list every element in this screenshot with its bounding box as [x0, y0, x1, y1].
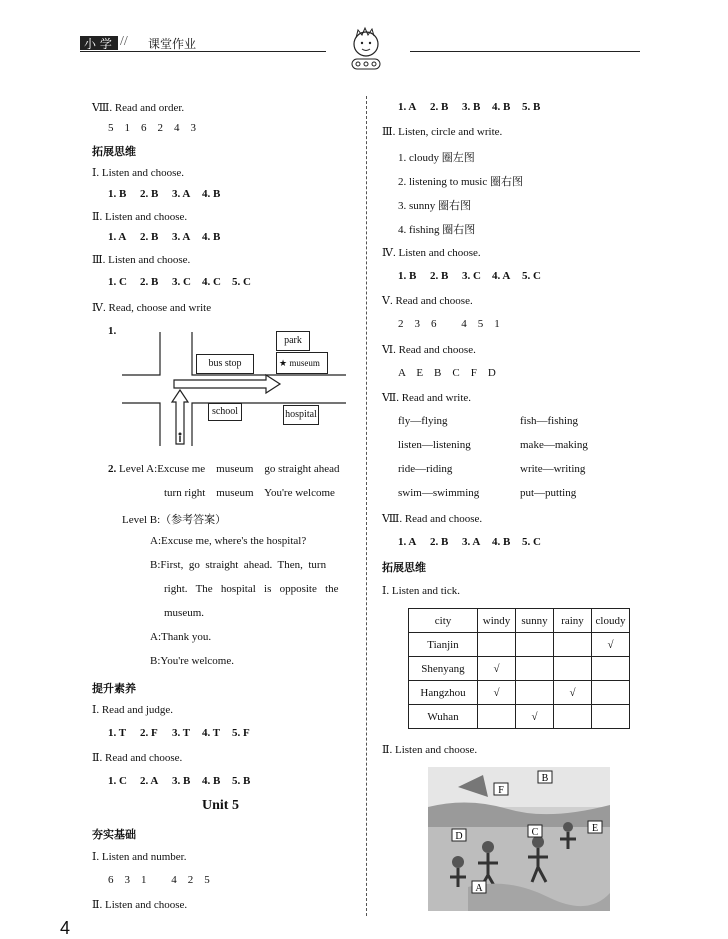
right-text: 2. listening to music 圈右图: [398, 176, 523, 188]
word-pair: ride—riding: [398, 463, 453, 475]
section-heading: 拓展思维: [92, 145, 136, 158]
answer-item: 5. F: [232, 727, 250, 739]
column-divider: [366, 96, 367, 916]
header-title: 课堂作业: [148, 37, 197, 51]
question-number: 1.: [108, 325, 117, 337]
right-text: A E B C F D: [398, 367, 496, 379]
unit-title: Unit 5: [202, 798, 239, 813]
pic-label-f: F: [498, 785, 504, 796]
answer-item: 2. B: [430, 536, 449, 548]
table-row: [409, 705, 630, 729]
table-cell: √: [478, 657, 516, 681]
table-cell: √: [554, 681, 592, 705]
table-cell: [592, 657, 630, 681]
table-cell: √: [516, 705, 554, 729]
map-museum: museum: [289, 358, 320, 368]
left-text: Ⅰ. Read and judge.: [92, 704, 174, 716]
right-text: Ⅵ. Read and choose.: [382, 344, 476, 356]
answer-item: 3. T: [172, 727, 191, 739]
question-number: 2.: [108, 463, 117, 475]
answer-item: 1. A: [108, 231, 127, 243]
section-heading: 拓展思维: [382, 561, 426, 574]
header-left-label: 小 学: [84, 37, 112, 51]
table-cell: [554, 633, 592, 657]
mascot-icon: [346, 26, 386, 72]
dialogue-line: A:Thank you.: [150, 631, 212, 643]
right-text: Ⅰ. Listen and tick.: [382, 585, 460, 597]
left-text: 5 1 6 2 4 3: [108, 122, 196, 134]
table-header: rainy: [554, 609, 592, 633]
answer-item: 3. A: [462, 536, 481, 548]
table-cell: [516, 633, 554, 657]
header-slash-icon: //: [120, 34, 128, 49]
answer-item: 1. A: [398, 101, 417, 113]
left-text: Ⅲ. Listen and choose.: [92, 254, 191, 266]
section-heading: 提升素养: [92, 682, 136, 695]
answer-item: 4. A: [492, 270, 511, 282]
table-row: [409, 681, 630, 705]
table-cell: [554, 657, 592, 681]
left-text: Ⅱ. Listen and choose.: [92, 899, 188, 911]
map-hospital: hospital: [283, 405, 319, 425]
answer-item: 1. B: [398, 270, 417, 282]
answer-item: 4. B: [202, 775, 221, 787]
map-park: park: [276, 331, 310, 351]
level-a-line: [108, 463, 340, 475]
header-rule-left: [80, 51, 326, 52]
answer-item: 3. A: [172, 188, 191, 200]
map-museum-box: [276, 352, 328, 374]
answer-item: 3. B: [462, 101, 481, 113]
answer-item: 5. C: [522, 270, 541, 282]
left-text: Ⅷ. Read and order.: [92, 102, 185, 114]
answer-item: 3. C: [462, 270, 481, 282]
answer-item: 2. B: [430, 101, 449, 113]
table-cell: [554, 705, 592, 729]
left-text: Ⅳ. Read, choose and write: [92, 302, 212, 314]
table-cell: Hangzhou: [409, 681, 478, 705]
weather-table: [408, 608, 630, 729]
word-pair: write—writing: [520, 463, 586, 475]
table-row: [409, 633, 630, 657]
arrow-right-icon: [174, 375, 280, 393]
answer-item: 1. B: [108, 188, 127, 200]
answer-item: 4. B: [492, 536, 511, 548]
answer-item: 1. C: [108, 775, 127, 787]
map-school: school: [208, 403, 242, 421]
answer-item: 2. B: [430, 270, 449, 282]
table-cell: Tianjin: [409, 633, 478, 657]
beach-picture: [428, 767, 610, 911]
table-cell: [592, 705, 630, 729]
pic-label-d: D: [455, 831, 463, 842]
level-a-answer: turn right museum You're welcome: [164, 487, 335, 499]
table-header: sunny: [516, 609, 554, 633]
left-text: Ⅱ. Read and choose.: [92, 752, 183, 764]
pic-label-a: A: [475, 883, 483, 894]
answer-item: 2. B: [140, 231, 159, 243]
table-header-row: [409, 609, 630, 633]
map-bus-stop: bus stop: [196, 354, 254, 374]
answer-item: 1. C: [108, 276, 127, 288]
page-number: 4: [60, 918, 71, 938]
answer-item: 1. A: [398, 536, 417, 548]
table-cell: [478, 705, 516, 729]
word-pair: swim—swimming: [398, 487, 480, 499]
answer-item: 5. B: [522, 101, 541, 113]
word-pair: put—putting: [520, 487, 577, 499]
answer-item: 4. C: [202, 276, 221, 288]
star-icon: ★: [279, 358, 288, 368]
left-text: Ⅰ. Listen and choose.: [92, 167, 185, 179]
right-text: 1. cloudy 圈左图: [398, 152, 475, 164]
answer-item: 4. T: [202, 727, 221, 739]
answer-item: 2. F: [140, 727, 158, 739]
left-text: Ⅱ. Listen and choose.: [92, 211, 188, 223]
route-arrows: [170, 372, 282, 448]
dialogue-line: B:You're welcome.: [150, 655, 234, 667]
level-a-label: Level A:: [119, 463, 158, 475]
section-heading: 夯实基础: [92, 828, 136, 841]
dialogue-line: A:Excuse me, where's the hospital?: [150, 535, 307, 547]
answer-item: 5. C: [522, 536, 541, 548]
table-cell: Shenyang: [409, 657, 478, 681]
answer-item: 1. T: [108, 727, 127, 739]
word-pair: fly—flying: [398, 415, 448, 427]
table-header: windy: [478, 609, 516, 633]
right-text: Ⅶ. Read and write.: [382, 392, 472, 404]
table-cell: Wuhan: [409, 705, 478, 729]
answer-item: 4. B: [492, 101, 511, 113]
right-text: Ⅷ. Read and choose.: [382, 513, 483, 525]
answer-item: 5. C: [232, 276, 251, 288]
answer-item: 2. A: [140, 775, 159, 787]
left-text: 6 3 1 4 2 5: [108, 874, 210, 886]
answer-item: 4. B: [202, 188, 221, 200]
table-header: city: [409, 609, 478, 633]
header-rule-right: [410, 51, 640, 52]
right-text: 2 3 6 4 5 1: [398, 318, 500, 330]
answer-item: 4. B: [202, 231, 221, 243]
pic-label-b: B: [541, 773, 549, 784]
dialogue-line: B:First, go straight ahead. Then, turn: [150, 559, 327, 571]
answer-item: 3. C: [172, 276, 191, 288]
arrow-up-icon: [172, 390, 188, 444]
word-pair: make—making: [520, 439, 588, 451]
answer-item: 3. A: [172, 231, 191, 243]
answer-item: 3. B: [172, 775, 191, 787]
dialogue-line: right. The hospital is opposite the: [164, 583, 339, 595]
person-icon: [179, 433, 182, 436]
word-pair: listen—listening: [398, 439, 471, 451]
table-header: cloudy: [592, 609, 630, 633]
table-cell: [592, 681, 630, 705]
table-cell: [516, 657, 554, 681]
word-pair: fish—fishing: [520, 415, 579, 427]
right-text: Ⅳ. Listen and choose.: [382, 247, 481, 259]
dialogue-line: museum.: [164, 607, 205, 619]
right-text: 4. fishing 圈右图: [398, 224, 476, 236]
table-cell: [516, 681, 554, 705]
pic-label-e: E: [591, 823, 599, 834]
level-b-label: Level B:（参考答案）: [122, 514, 227, 526]
answer-item: 5. B: [232, 775, 251, 787]
header-bar: [80, 36, 328, 50]
right-text: Ⅴ. Read and choose.: [382, 295, 473, 307]
right-text: Ⅲ. Listen, circle and write.: [382, 126, 503, 138]
table-cell: √: [592, 633, 630, 657]
table-cell: [478, 633, 516, 657]
table-row: [409, 657, 630, 681]
table-cell: √: [478, 681, 516, 705]
left-text: Ⅰ. Listen and number.: [92, 851, 187, 863]
right-text: 3. sunny 圈右图: [398, 200, 472, 212]
right-text: Ⅱ. Listen and choose.: [382, 744, 478, 756]
pic-label-c: C: [531, 827, 539, 838]
answer-item: 2. B: [140, 276, 159, 288]
level-a-answer: Excuse me museum go straight ahead: [157, 463, 340, 475]
answer-item: 2. B: [140, 188, 159, 200]
